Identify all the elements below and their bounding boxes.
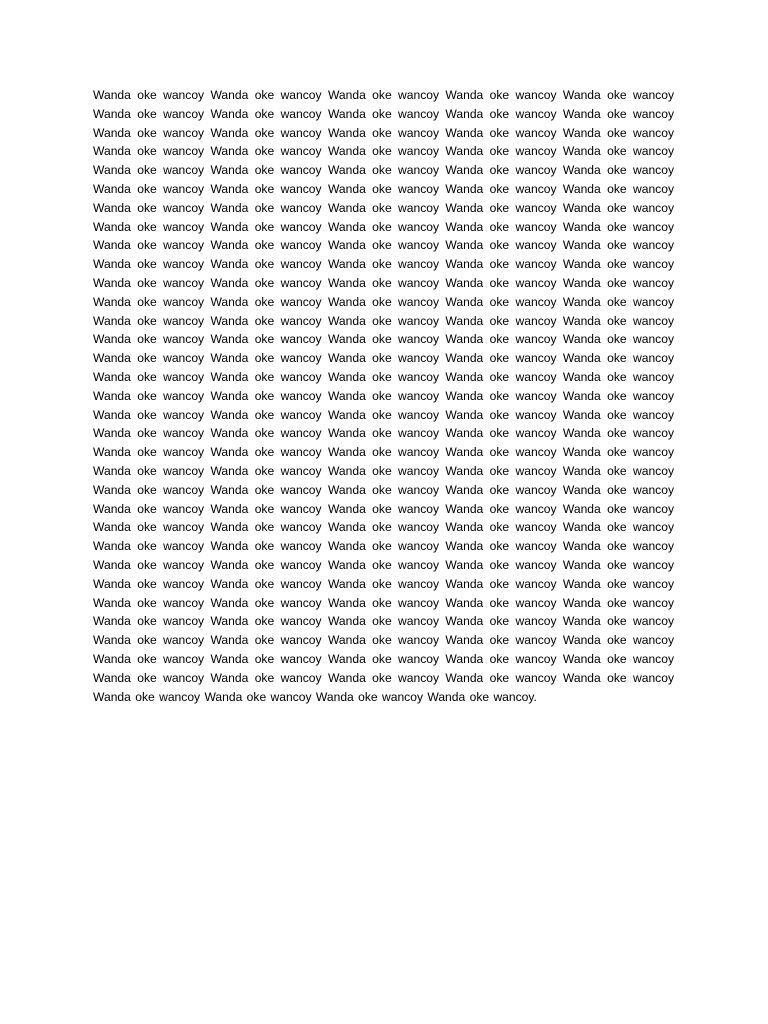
body-paragraph: Wanda oke wancoy Wanda oke wancoy Wanda oke wancoy Wanda oke wancoy Wanda oke wancoy Wanda oke wancoy Wanda oke wancoy Wanda oke wancoy Wanda oke wancoy Wanda oke wancoy Wanda oke wancoy Wanda oke wancoy Wanda oke wancoy Wanda oke wancoy Wanda oke wancoy Wanda oke wancoy Wanda oke wancoy Wanda oke wancoy Wanda oke wancoy Wanda oke wancoy Wanda oke wancoy Wanda oke wancoy Wanda oke wancoy Wanda oke wancoy Wanda oke wancoy Wanda oke wancoy Wanda oke wancoy Wanda oke wancoy Wanda oke wancoy Wanda oke wancoy Wanda oke wancoy Wanda oke wancoy Wanda oke wancoy Wanda oke wancoy Wanda oke wancoy Wanda oke wancoy Wanda oke wancoy Wanda oke wancoy Wanda oke wancoy Wanda oke wancoy Wanda oke wancoy Wanda oke wancoy Wanda oke wancoy Wanda oke wancoy Wanda oke wancoy Wanda oke wancoy Wanda oke wancoy Wanda oke wancoy Wanda oke wancoy Wanda oke wancoy Wanda oke wancoy Wanda oke wancoy Wanda oke wancoy Wanda oke wancoy Wanda oke wancoy Wanda oke wancoy Wanda oke wancoy Wanda oke wancoy Wanda oke wancoy Wanda oke wancoy Wanda oke wancoy Wanda oke wancoy Wanda oke wancoy Wanda oke wancoy Wanda oke wancoy Wanda oke wancoy Wanda oke wancoy Wanda oke wancoy Wanda oke wancoy Wanda oke wancoy Wanda oke wancoy Wanda oke wancoy Wanda oke wancoy Wanda oke wancoy Wanda oke wancoy Wanda oke wancoy Wanda oke wancoy Wanda oke wancoy Wanda oke wancoy Wanda oke wancoy Wanda oke wancoy Wanda oke wancoy Wanda oke wancoy Wanda oke wancoy Wanda oke wancoy Wanda oke wancoy Wanda oke wancoy Wanda oke wancoy Wanda oke wancoy Wanda oke wancoy Wanda oke wancoy Wanda oke wancoy Wanda oke wancoy Wanda oke wancoy Wanda oke wancoy Wanda oke wancoy Wanda oke wancoy Wanda oke wancoy Wanda oke wancoy Wanda oke wancoy Wanda oke wancoy Wanda oke wancoy Wanda oke wancoy Wanda oke wancoy Wanda oke wancoy Wanda oke wancoy Wanda oke wancoy Wanda oke wancoy Wanda oke wancoy Wanda oke wancoy Wanda oke wancoy Wanda oke wancoy Wanda oke wancoy Wanda oke wancoy Wanda oke wancoy Wanda oke wancoy Wanda oke wancoy Wanda oke wancoy Wanda oke wancoy Wanda oke wancoy Wanda oke wancoy Wanda oke wancoy Wanda oke wancoy Wanda oke wancoy Wanda oke wancoy Wanda oke wancoy Wanda oke wancoy Wanda oke wancoy Wanda oke wancoy Wanda oke wancoy Wanda oke wancoy Wanda oke wancoy Wanda oke wancoy Wanda oke wancoy Wanda oke wancoy Wanda oke wancoy Wanda oke wancoy Wanda oke wancoy Wanda oke wancoy Wanda oke wancoy Wanda oke wancoy Wanda oke wancoy Wanda oke wancoy Wanda oke wancoy Wanda oke wancoy Wanda oke wancoy Wanda oke wancoy Wanda oke wancoy Wanda oke wancoy Wanda oke wancoy Wanda oke wancoy Wanda oke wancoy Wanda oke wancoy Wanda oke wancoy Wanda oke wancoy Wanda oke wancoy Wanda oke wancoy Wanda oke wancoy Wanda oke wancoy Wanda oke wancoy Wanda oke wancoy Wanda oke wancoy Wanda oke wancoy Wanda oke wancoy. <box>93 88 674 704</box>
